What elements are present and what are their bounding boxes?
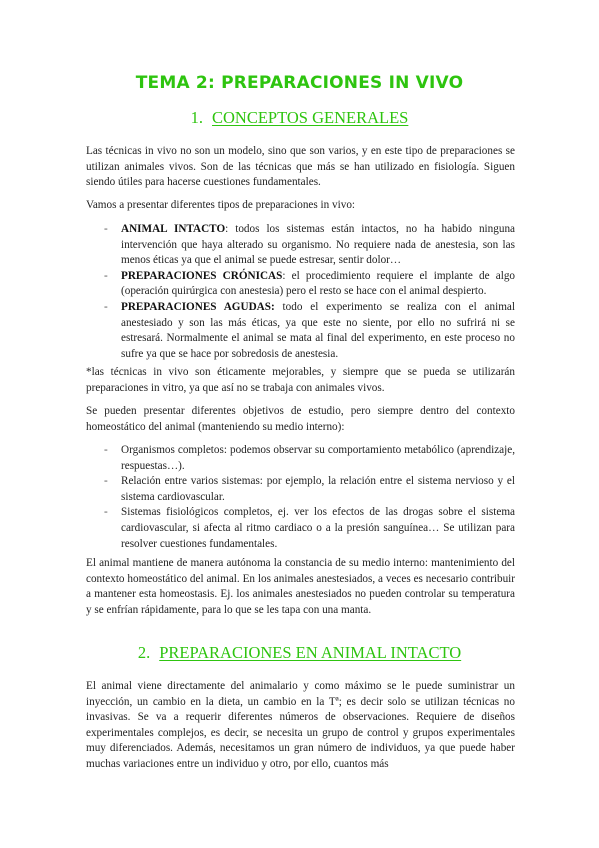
section1-number: 1. xyxy=(190,108,204,127)
section1-heading-label: CONCEPTOS GENERALES xyxy=(212,108,409,127)
list-item xyxy=(104,474,515,505)
list-item xyxy=(104,443,515,474)
list-item xyxy=(104,222,515,269)
preparation-types-list xyxy=(104,222,515,362)
document-title: TEMA 2: PREPARACIONES IN VIVO xyxy=(135,73,464,93)
list-item xyxy=(104,505,515,552)
objectives-list xyxy=(104,443,515,552)
section1-paragraph-1: Las técnicas in vivo no son un modelo, sino que son varios, y en este tipo de preparaciones se utilizan animales vivos. Son de las técnicas que más se han utilizado en fisiología. Siguen siendo útiles para hacerse cuestiones fundamentales. xyxy=(86,145,515,189)
list-item-term: PREPARACIONES CRÓNICAS xyxy=(121,269,283,282)
list-item-text: todo el experimento se realiza con el animal anestesiado y son las más éticas, ya que este no siente, por ello no sufrirá ni se estresará. Normalmente el animal se mata al final del experimento, en este proceso no sufre ya que se hace por sobredosis de anestesia. xyxy=(121,300,515,360)
bullet-marker: - xyxy=(104,269,108,282)
list-item-text: Sistemas fisiológicos completos, ej. ver los efectos de las drogas sobre el sistema cardiovascular, si afecta al ritmo cardiaco o a la presión sanguínea… Se utilizan para resolver cuestiones fundamentales. xyxy=(121,506,515,550)
list-item-term: ANIMAL INTACTO xyxy=(121,223,226,235)
bullet-marker: - xyxy=(104,223,108,235)
section2-number: 2. xyxy=(137,643,151,662)
section1-paragraph-2: Vamos a presentar diferentes tipos de preparaciones in vivo: xyxy=(86,199,356,211)
list-item-text: : todos los sistemas están intactos, no ha habido ninguna intervención que haya alterado su organismo. No requiere nada de anestesia, son las menos éticas ya que el animal se puede estresar, sentir dolor… xyxy=(121,223,515,267)
list-item-text: Relación entre varios sistemas: por ejemplo, la relación entre el sistema nervioso y el sistema cardiovascular. xyxy=(121,475,515,503)
ethics-note: *las técnicas in vivo son éticamente mejorables, y siempre que se pueda se utilizarán preparaciones in vitro, ya que así no se trabaja con animales vivos. xyxy=(86,366,515,394)
list-item xyxy=(104,300,515,362)
section2-heading-label: PREPARACIONES EN ANIMAL INTACTO xyxy=(159,643,462,662)
list-item-term: PREPARACIONES AGUDAS: xyxy=(121,300,275,313)
section1-heading xyxy=(0,110,599,126)
list-item-text: Organismos completos: podemos observar su comportamiento metabólico (aprendizaje, respuestas…). xyxy=(121,444,515,472)
section2-heading xyxy=(0,645,599,661)
bullet-marker: - xyxy=(104,444,108,456)
list-item-text: : el procedimiento requiere el implante de algo (operación quirúrgica con anestesia) pero el resto se hace con el animal despierto. xyxy=(121,269,516,298)
bullet-marker: - xyxy=(104,475,108,488)
section1-paragraph-3: Se pueden presentar diferentes objetivos de estudio, pero siempre dentro del contexto homeostático del animal (manteniendo su medio interno): xyxy=(86,405,515,433)
bullet-marker: - xyxy=(104,506,108,519)
section1-paragraph-4: El animal mantiene de manera autónoma la constancia de su medio interno: mantenimiento del contexto homeostático del animal. En los animales anestesiados, a veces es necesario contribuir a mantener esta homeostasis. Ej. los animales anestesiados no pueden controlar su temperatura y se enfrían rápidamente, para lo que se les tapa con una manta. xyxy=(86,557,515,616)
section2-paragraph-1: El animal viene directamente del animalario y como máximo se le puede suministrar un inyección, un cambio en la dieta, un cambio en la Tª; es decir solo se utilizan técnicas no invasivas. Se va a requerir diferentes números de observaciones. Requiere de diseños experimentales complejos, es decir, se necesita un grupo de control y grupos experimentales muy diferenciados. Además, necesitamos un gran número de individuos, ya que puede haber muchas variaciones entre un individuo y otro, por ello, cuantos más xyxy=(86,680,515,770)
bullet-marker: - xyxy=(104,300,108,313)
list-item xyxy=(104,269,515,300)
